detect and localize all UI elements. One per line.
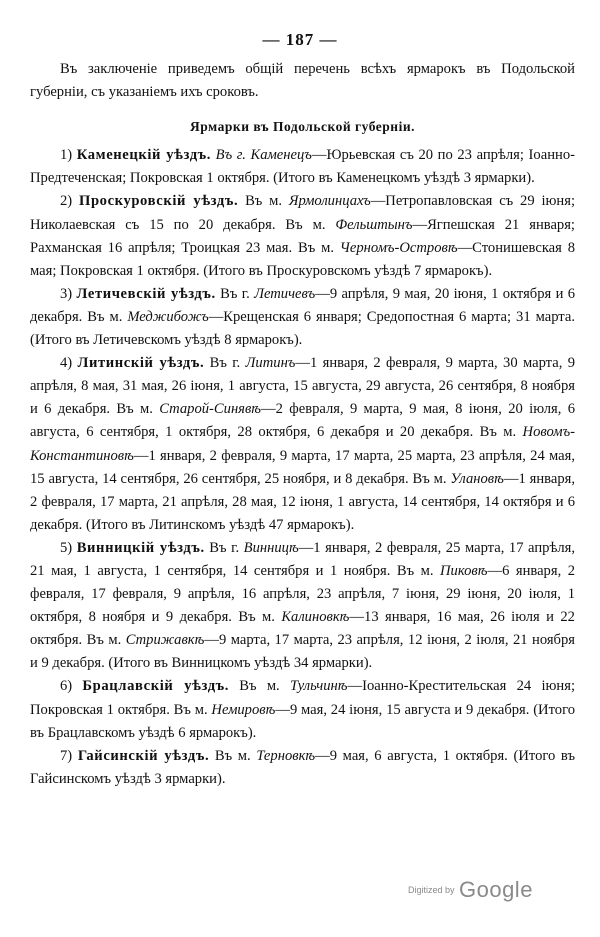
paragraph-text: —Юрьевская съ 20 по 23 апрѣля; Іоанно-Предтеченская; Покровская 1 октября. (Итого въ Каменецкомъ уѣздѣ 3 ярмарки). bbox=[30, 147, 575, 187]
district-paragraph bbox=[30, 675, 575, 744]
paragraph-text: 5) bbox=[60, 539, 77, 556]
paragraph-text: —1 января, 2 февраля, 17 марта, 21 апрѣля, 28 мая, 12 іюня, 1 августа, 14 сентября, 14 октября и 6 декабря. (Итого въ Литинскомъ уѣздѣ 47 ярмарокъ). bbox=[30, 470, 575, 533]
place-name: Старой-Синявѣ bbox=[159, 401, 262, 418]
digitized-by-google-watermark bbox=[408, 877, 533, 903]
place-name: Терновкѣ bbox=[256, 747, 316, 764]
paragraph-text: 4) bbox=[60, 355, 78, 372]
paragraph-text: Въ м. bbox=[209, 747, 257, 764]
place-name: Стрижавкѣ bbox=[125, 632, 205, 649]
paragraph-text: Въ м. bbox=[238, 193, 289, 210]
place-name: Улановѣ bbox=[450, 470, 504, 487]
district-name: Проскуровскій уѣздъ. bbox=[79, 193, 239, 210]
paragraph-text: Въ г. bbox=[204, 355, 246, 372]
page-number: — 187 — bbox=[262, 30, 338, 49]
district-name: Каменецкій уѣздъ. bbox=[76, 147, 212, 164]
place-name: Летичевъ bbox=[254, 285, 316, 302]
district-paragraph bbox=[30, 352, 575, 537]
paragraph-text: —Стонишевская 8 мая; Покровская 1 октября. (Итого въ Проскуровскомъ уѣздѣ 7 ярмарокъ). bbox=[30, 239, 575, 279]
paragraph-text: Въ м. bbox=[229, 678, 290, 695]
paragraph-text: —Петропавловская съ 29 іюня; Николаевская съ 15 по 20 декабря. Въ м. bbox=[30, 193, 576, 233]
google-logo: Google bbox=[458, 877, 533, 902]
paragraph-text: 7) bbox=[60, 747, 78, 764]
watermark-prefix: Digitized by bbox=[408, 885, 455, 895]
district-name: Гайсинскій уѣздъ. bbox=[77, 747, 210, 764]
paragraph-text: —6 января, 2 февраля, 17 февраля, 9 апрѣля, 16 апрѣля, 23 апрѣля, 7 іюня, 29 іюня, 20 іюля, 1 октября, 8 ноября и 9 декабря. Въ м. bbox=[30, 562, 576, 626]
place-name: Черномъ-Островѣ bbox=[339, 239, 458, 256]
paragraph-text: —9 апрѣля, 9 мая, 20 іюня, 1 октября и 6 декабря. Въ м. bbox=[30, 285, 576, 325]
district-list bbox=[30, 144, 575, 791]
paragraph-text: —1 января, 2 февраля, 25 марта, 17 апрѣля, 21 мая, 1 августа, 1 сентября, 14 сентября и 1 ноября. Въ м. bbox=[30, 539, 576, 579]
district-paragraph bbox=[30, 537, 575, 676]
place-name: Фельштынъ bbox=[335, 216, 413, 233]
place-name: Ярмолинцахъ bbox=[288, 193, 371, 210]
district-name: Литинскій уѣздъ. bbox=[77, 355, 205, 372]
paragraph-text: 3) bbox=[60, 285, 77, 302]
paragraph-text: 2) bbox=[60, 193, 79, 210]
paragraph-text: —9 марта, 17 марта, 23 апрѣля, 12 іюня, 2 іюля, 21 ноября и 9 декабря. (Итого въ Винницкомъ уѣздѣ 34 ярмарки). bbox=[30, 632, 575, 672]
intro-paragraph: Въ заключеніе приведемъ общій перечень всѣхъ ярмарокъ въ Подольской губерніи, съ указаніемъ ихъ сроковъ. bbox=[30, 61, 575, 101]
district-paragraph bbox=[30, 144, 575, 190]
place-name: Тульчинѣ bbox=[289, 678, 348, 695]
paragraph-text: —Іоанно-Крестительская 24 іюня; Покровская 1 октября. Въ м. bbox=[30, 678, 576, 718]
district-paragraph bbox=[30, 283, 575, 352]
district-name: Летичевскій уѣздъ. bbox=[76, 285, 216, 302]
place-name: Винницѣ bbox=[243, 539, 299, 556]
place-name: Меджибожъ bbox=[127, 308, 209, 325]
paragraph-text: 6) bbox=[60, 678, 83, 695]
paragraph-text: —9 мая, 24 іюня, 15 августа и 9 декабря. (Итого въ Брацлавскомъ уѣздѣ 6 ярмарокъ). bbox=[30, 701, 575, 741]
place-name: Литинъ bbox=[245, 355, 296, 372]
paragraph-text: —Крещенская 6 января; Средопостная 6 марта; 31 марта. (Итого въ Летичевскомъ уѣздѣ 8 ярмарокъ). bbox=[30, 308, 575, 349]
place-name: Калиновкѣ bbox=[281, 609, 350, 626]
paragraph-text: Въ г. bbox=[215, 285, 255, 302]
district-name: Брацлавскій уѣздъ. bbox=[82, 678, 230, 695]
paragraph-text: Въ г. bbox=[204, 539, 244, 556]
paragraph-text: —Ягпешская 21 января; Рахманская 16 апрѣля; Троицкая 23 мая. Въ м. bbox=[30, 216, 575, 256]
paragraph-text: —1 января, 2 февраля, 9 марта, 17 марта, 25 марта, 23 апрѣля, 24 мая, 15 августа, 14 сентября, 26 сентября, 25 ноября, и 8 декабря. Въ м. bbox=[30, 447, 575, 487]
paragraph-text: —9 мая, 6 августа, 1 октября. (Итого въ Гайсинскомъ уѣздѣ 3 ярмарки). bbox=[30, 747, 576, 787]
page-body bbox=[30, 58, 575, 791]
district-paragraph bbox=[30, 190, 575, 282]
place-name: Пиковѣ bbox=[440, 562, 488, 579]
paragraph-text: —2 февраля, 9 марта, 9 мая, 8 іюня, 20 іюля, 6 августа, 6 сентября, 1 октября, 28 октября, 6 декабря и 20 декабря. Въ м. bbox=[30, 401, 575, 441]
place-name: Немировѣ bbox=[211, 701, 276, 718]
section-heading: Ярмарки въ Подольской губерніи. bbox=[190, 119, 415, 135]
paragraph-text: —13 января, 16 мая, 26 іюля и 22 октября. Въ м. bbox=[30, 609, 575, 649]
paragraph-text: 1) bbox=[60, 147, 77, 164]
place-name: Новомъ-Константиновѣ bbox=[30, 424, 575, 464]
district-paragraph bbox=[30, 745, 575, 791]
paragraph-text: —1 января, 2 февраля, 9 марта, 30 марта, 9 апрѣля, 8 мая, 31 мая, 26 іюня, 1 августа, 15 августа, 29 августа, 26 сентября, 8 ноября и 6 декабря. Въ м. bbox=[30, 355, 575, 418]
district-name: Винницкій уѣздъ. bbox=[76, 539, 205, 556]
place-name: Въ г. Каменецъ bbox=[215, 147, 312, 164]
